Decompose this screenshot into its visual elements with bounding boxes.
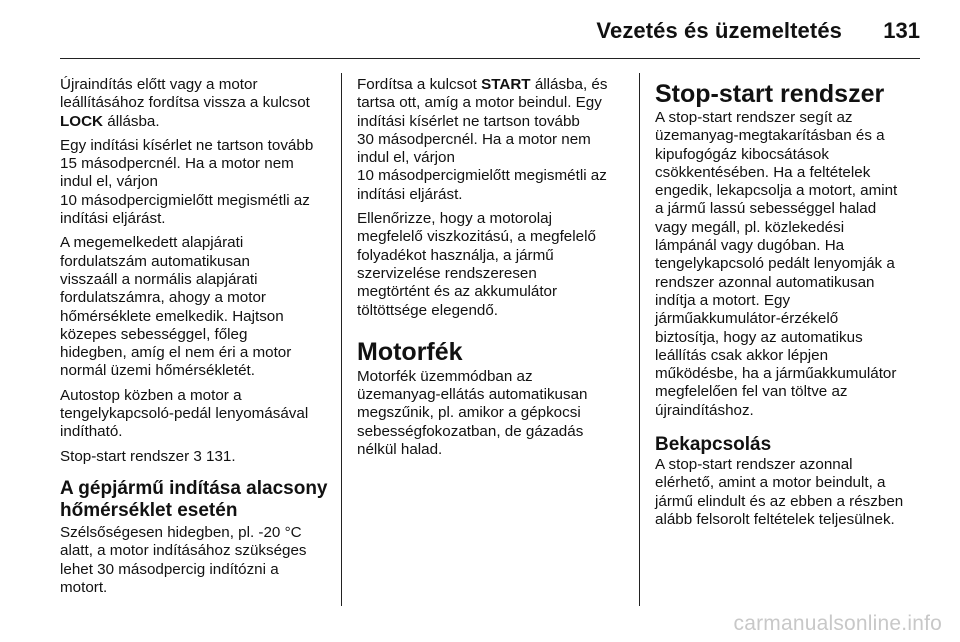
paragraph-oil-check: Ellenőrizze, hogy a motorolaj megfelelő viszkozitású, a megfelelő folyadékot használja, a jármű szervizelése rendszeresen megtörtént és az akkumulátor töltöttsége elegendő. [357, 210, 596, 319]
page-number: 131 [883, 18, 920, 43]
start-keyword: START [481, 76, 531, 93]
heading-cold-start: A gépjármű indítása alacsony hőmérséklet esetén [60, 477, 328, 521]
watermark: carmanualsonline.info [733, 612, 942, 635]
paragraph-idle-speed: A megemelkedett alapjárati fordulatszám automatikusan visszaáll a normális alapjárati fordulatszámra, ahogy a motor hőmérséklete emelkedik. Hajtson közepes sebességgel, főleg hidegben, amíg el nem éri a motor normál üzemi hőmérsékletét. [60, 234, 292, 380]
text-span: Stop-start rendszer [60, 447, 194, 465]
paragraph-stop-start: A stop-start rendszer segít az üzemanyag-megtakarításban és a kipufogógáz kibocsátások csökkentésében. Ha a feltételek engedik, lekapcsolja a motort, amint a jármű lassú sebességgel halad vagy megáll, pl. közlekedési lámpánál vagy dugóban. Ha tengelykapcsoló pedált lenyomják a rendszer azonnal automatikusan indítja a motort. Egy járműakkumulátor-érzékelő biztosítja, hogy az automatikus leállítás csak akkor lépjen működésbe, ha a járműakkumulátor megfelelően fel van töltve az újraindításhoz. [655, 109, 898, 419]
column-1 [60, 76, 332, 603]
paragraph-engine-brake: Motorfék üzemmódban az üzemanyag-ellátás automatikusan megszűnik, pl. amikor a gépkocsi sebességfokozatban, de gázadás nélkül halad. [357, 367, 588, 459]
section-title: Vezetés és üzemeltetés [596, 18, 842, 43]
heading-activation: Bekapcsolás [655, 434, 772, 456]
header-divider [60, 58, 920, 59]
text-span: állásba, és tartsa ott, amíg a motor beindul. Egy indítási kísérlet ne tartson tovább 30 másodpercnél. Ha a motor nem indul el, várjon 10 másodpercigmielőtt megismétli az indítási eljárást. [357, 76, 608, 203]
text-span: állásba. [103, 112, 160, 130]
paragraph-start-key [357, 76, 629, 204]
column-divider-2 [639, 73, 640, 606]
heading-engine-brake: Motorfék [357, 337, 463, 366]
text-span: Újraindítás előtt vagy a motor leállításához fordítsa vissza a kulcsot [60, 76, 310, 112]
paragraph-restart [60, 76, 332, 131]
column-3 [655, 80, 930, 535]
paragraph-autostop: Autostop közben a motor a tengelykapcsoló-pedál lenyomásával indítható. [60, 386, 309, 441]
paragraph-cold-start: Szélsőségesen hidegben, pl. -20 °C alatt, a motor indításához szükséges lehet 30 másodpercig indítózni a motort. [60, 523, 307, 596]
lock-keyword: LOCK [60, 112, 104, 130]
paragraph-activation: A stop-start rendszer azonnal elérhető, amint a motor beindult, a jármű elindult és az ebben a részben alább felsorolt feltételek teljesülnek. [655, 456, 904, 528]
page-header [0, 0, 960, 58]
page-reference-link[interactable]: 3 131. [193, 447, 236, 465]
column-2 [357, 76, 629, 465]
heading-stop-start: Stop-start rendszer [655, 80, 885, 108]
column-divider-1 [341, 73, 342, 606]
paragraph-stop-start-ref [60, 448, 332, 466]
paragraph-start-attempt: Egy indítási kísérlet ne tartson tovább 15 másodpercnél. Ha a motor nem indul el, várjon 10 másodpercigmielőtt megismétli az indítási eljárást. [60, 136, 314, 228]
text-span: Fordítsa a kulcsot [357, 76, 482, 93]
